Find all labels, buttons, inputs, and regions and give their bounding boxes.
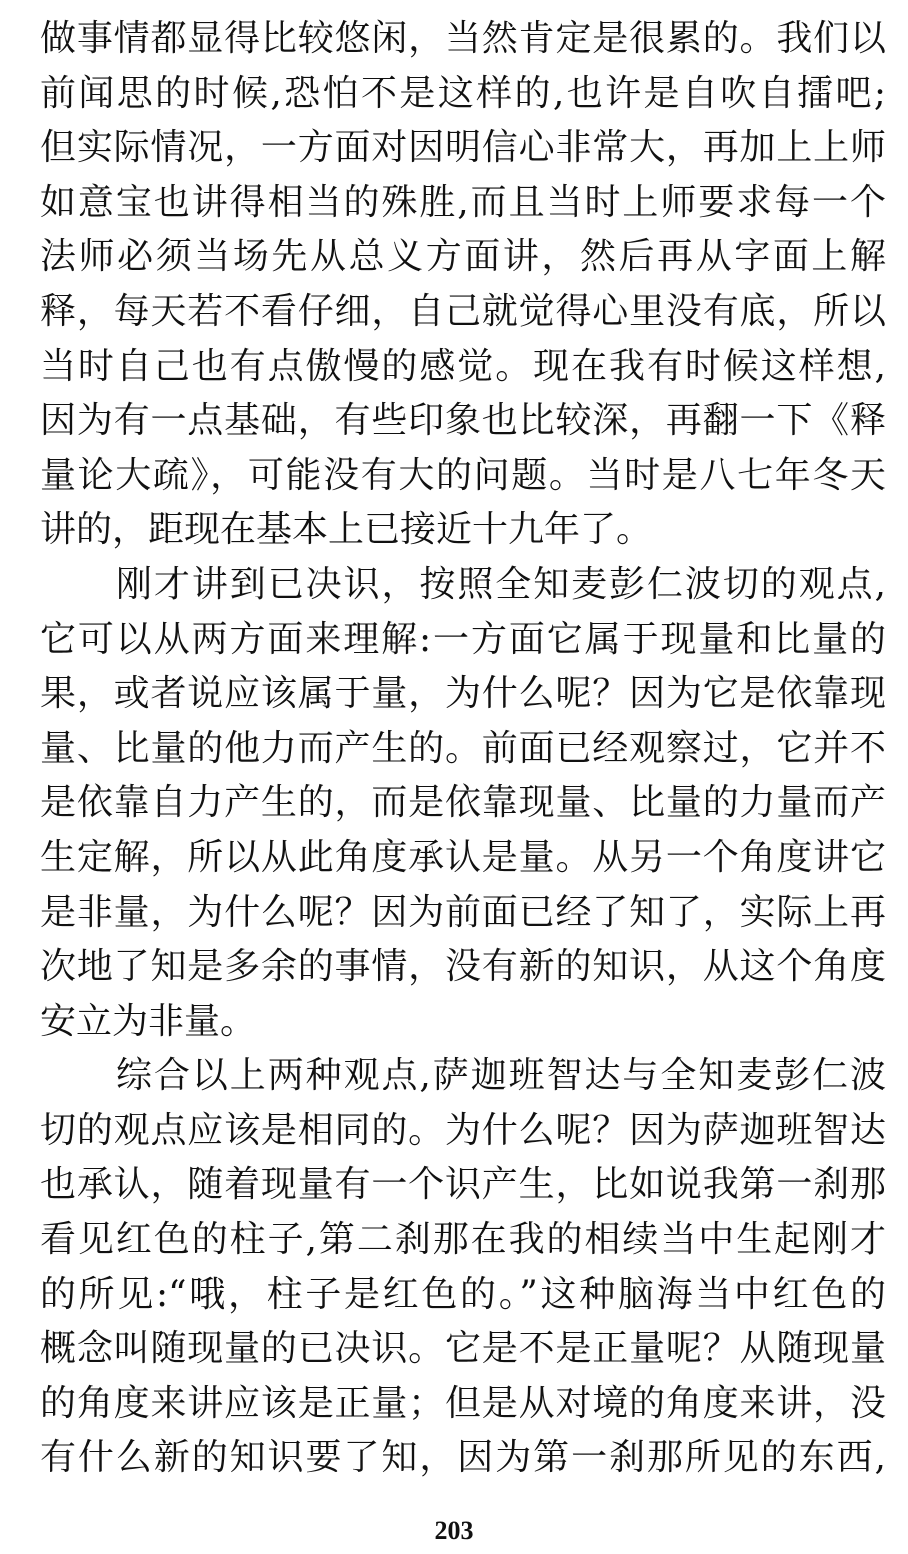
text-line: 刚才讲到已决识，按照全知麦彭仁波切的观点, [116,563,886,605]
text-line: 概念叫随现量的已决识。它是不是正量呢？从随现量 [40,1328,886,1370]
text-line: 量论大疏》，可能没有大的问题。当时是八七年冬天 [40,454,886,496]
paragraph-1 [40,12,886,558]
text-line: 安立为非量。 [40,1000,257,1042]
text-line: 它可以从两方面来理解:一方面它属于现量和比量的 [40,618,886,660]
text-line: 果，或者说应该属于量，为什么呢？因为它是依靠现 [40,673,886,715]
text-line: 因为有一点基础，有些印象也比较深，再翻一下《释 [40,400,886,442]
text-line: 生定解，所以从此角度承认是量。从另一个角度讲它 [40,836,886,878]
paragraph-2 [40,558,886,1049]
text-line: 是非量，为什么呢？因为前面已经了知了，实际上再 [40,891,886,933]
text-line: 做事情都显得比较悠闲，当然肯定是很累的。我们以 [40,18,886,59]
text-line: 综合以上两种观点,萨迦班智达与全知麦彭仁波 [116,1055,886,1097]
text-line: 次地了知是多余的事情，没有新的知识，从这个角度 [40,946,886,988]
page-body [40,12,886,1486]
text-line: 的所见:“哦，柱子是红色的。”这种脑海当中红色的 [40,1273,886,1315]
paragraph-3 [40,1049,886,1486]
text-line: 当时自己也有点傲慢的感觉。现在我有时候这样想, [40,345,886,387]
text-line: 量、比量的他力而产生的。前面已经观察过，它并不 [40,727,886,769]
page-number: 203 [434,1516,474,1545]
text-line: 有什么新的知识要了知，因为第一刹那所见的东西, [40,1437,886,1479]
text-line: 的角度来讲应该是正量；但是从对境的角度来讲，没 [40,1382,886,1424]
text-line: 前闻思的时候,恐怕不是这样的,也许是自吹自擂吧; [40,72,886,114]
text-line: 切的观点应该是相同的。为什么呢？因为萨迦班智达 [40,1109,886,1151]
text-line: 看见红色的柱子,第二刹那在我的相续当中生起刚才 [40,1219,886,1261]
text-line: 但实际情况，一方面对因明信心非常大，再加上上师 [40,127,886,169]
text-line: 法师必须当场先从总义方面讲，然后再从字面上解 [40,236,886,278]
text-line: 是依靠自力产生的，而是依靠现量、比量的力量而产 [40,782,886,824]
text-line: 如意宝也讲得相当的殊胜,而且当时上师要求每一个 [40,181,886,223]
text-line: 讲的，距现在基本上已接近十九年了。 [40,509,653,551]
text-line: 也承认，随着现量有一个识产生，比如说我第一刹那 [40,1164,886,1206]
text-line: 释，每天若不看仔细，自己就觉得心里没有底，所以 [40,290,886,332]
